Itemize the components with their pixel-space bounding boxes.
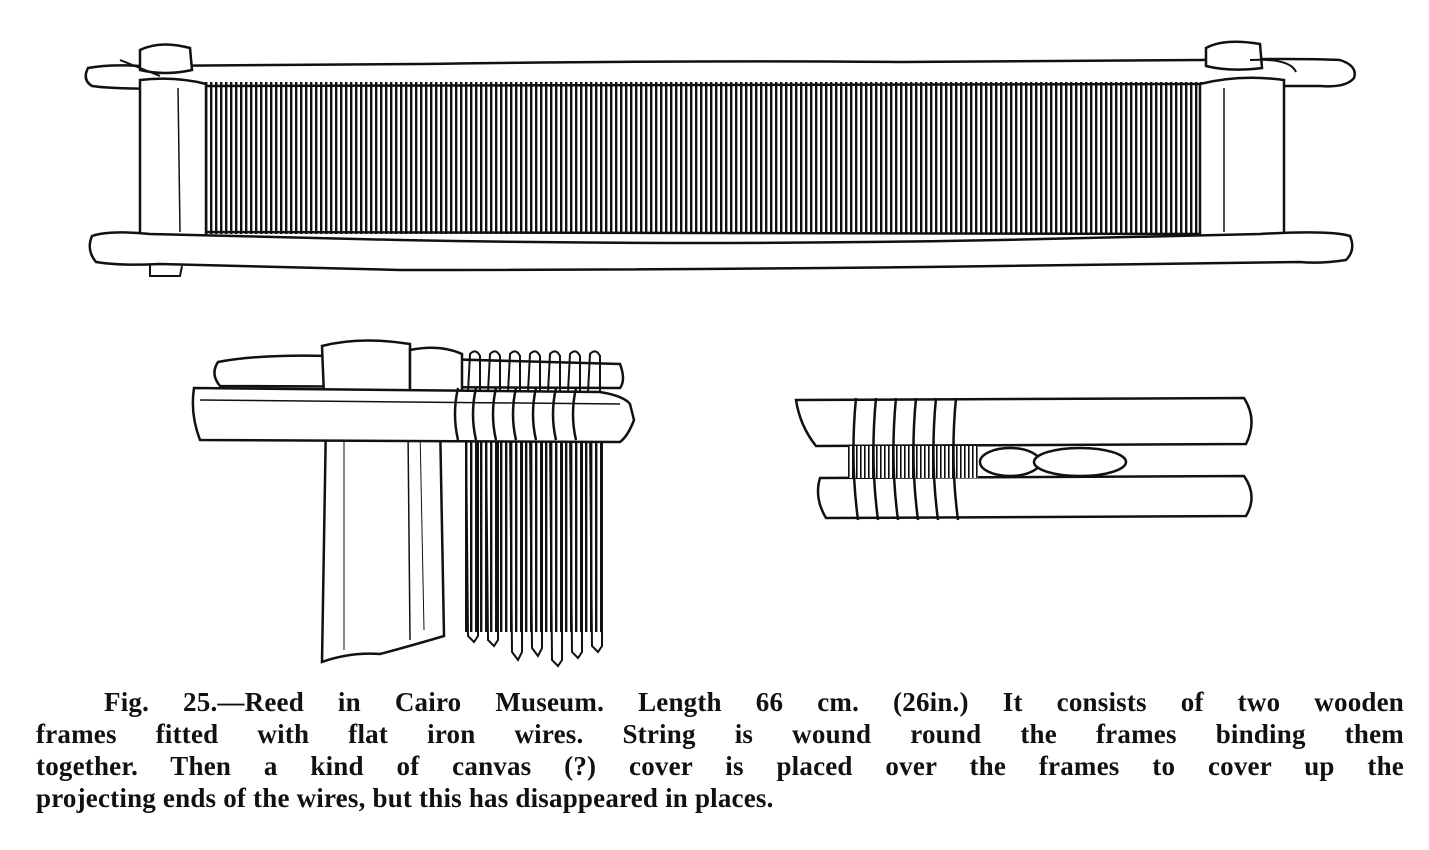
caption-text-1: It consists of two wooden [1002,687,1405,717]
figure-dash: — [217,687,245,717]
caption-line-4: projecting ends of the wires, but this has disappeared in places. [36,783,774,813]
reed-detail-with-canvas-cover [193,340,634,666]
figure-dimensions: Length 66 cm. (26in.) [638,687,969,717]
caption-line-2: frames fitted with flat iron wires. String is wound round the frames binding them [36,719,1404,749]
figure-caption [36,686,1404,814]
figure-title: Reed in Cairo Museum. [244,687,605,717]
caption-line-3: together. Then a kind of canvas (?) cover is placed over the frames to cover up the [36,751,1404,781]
caption-line-1 [36,686,1404,718]
figure-label: Fig. 25. [104,687,218,717]
reed-full-view [86,42,1355,276]
reed-detail-string-binding [796,398,1252,520]
